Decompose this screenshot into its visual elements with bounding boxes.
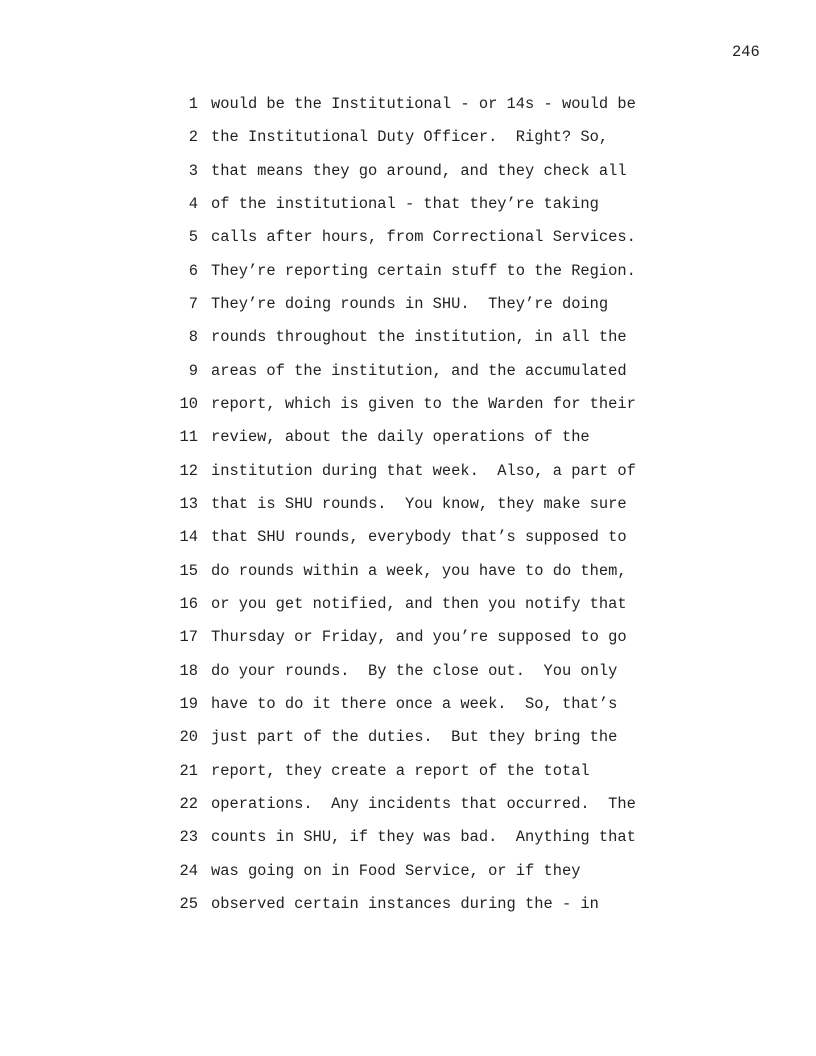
transcript-line [0, 827, 816, 860]
line-text: calls after hours, from Correctional Services. [211, 228, 636, 247]
transcript-line [0, 361, 816, 394]
line-number: 21 [179, 761, 198, 780]
transcript-line [0, 461, 816, 494]
line-text: would be the Institutional - or 14s - would be [211, 95, 636, 113]
transcript-line [0, 261, 816, 294]
line-number: 14 [179, 528, 198, 547]
transcript-line [0, 94, 816, 127]
page-number: 246 [732, 43, 760, 61]
transcript-line [0, 194, 816, 227]
line-text: report, they create a report of the total [211, 761, 590, 780]
line-text: do rounds within a week, you have to do them, [211, 561, 627, 580]
line-text: They’re doing rounds in SHU. They’re doing [211, 294, 609, 313]
line-number: 4 [188, 194, 198, 213]
line-number: 12 [179, 461, 198, 480]
line-text: have to do it there once a week. So, that’s [211, 694, 618, 713]
line-text: that SHU rounds, everybody that’s supposed to [211, 528, 627, 547]
line-text: was going on in Food Service, or if they [211, 861, 581, 880]
line-number: 7 [188, 294, 198, 313]
line-text: institution during that week. Also, a part of [211, 461, 636, 480]
line-number: 22 [179, 794, 198, 813]
transcript-line [0, 727, 816, 760]
line-number: 17 [179, 628, 198, 647]
line-text: rounds throughout the institution, in all the [211, 328, 627, 347]
line-number: 9 [188, 361, 198, 380]
line-text: or you get notified, and then you notify that [211, 594, 627, 613]
line-number: 3 [188, 161, 198, 180]
transcript-line [0, 627, 816, 660]
line-number: 18 [179, 661, 198, 680]
line-text: They’re reporting certain stuff to the Region. [211, 261, 636, 280]
transcript-line [0, 527, 816, 560]
transcript-line [0, 561, 816, 594]
line-number: 8 [188, 328, 198, 347]
transcript-line [0, 594, 816, 627]
transcript-line [0, 394, 816, 427]
transcript-line [0, 794, 816, 827]
transcript-line [0, 861, 816, 894]
line-text: report, which is given to the Warden for their [211, 394, 636, 413]
transcript-line [0, 161, 816, 194]
line-text: of the institutional - that they’re taking [211, 194, 599, 213]
transcript-line [0, 427, 816, 460]
line-text: Thursday or Friday, and you’re supposed to go [211, 628, 627, 647]
transcript-line [0, 294, 816, 327]
line-number: 16 [179, 594, 198, 613]
transcript-line [0, 494, 816, 527]
line-number: 20 [179, 728, 198, 747]
transcript-line [0, 227, 816, 260]
line-text: that is SHU rounds. You know, they make sure [211, 494, 627, 513]
line-text: observed certain instances during the - in [211, 894, 599, 913]
line-text: that means they go around, and they check all [211, 161, 627, 180]
transcript-line [0, 327, 816, 360]
line-text: operations. Any incidents that occurred. The [211, 794, 636, 813]
line-text: counts in SHU, if they was bad. Anything that [211, 828, 636, 847]
transcript-lines [0, 94, 816, 927]
line-number: 11 [179, 428, 198, 447]
line-number: 2 [188, 128, 198, 147]
line-number: 10 [179, 394, 198, 413]
line-number: 6 [188, 261, 198, 280]
line-text: areas of the institution, and the accumulated [211, 361, 627, 380]
line-number: 23 [179, 828, 198, 847]
line-number: 19 [179, 694, 198, 713]
transcript-line [0, 127, 816, 160]
line-text: review, about the daily operations of the [211, 428, 590, 447]
line-number: 15 [179, 561, 198, 580]
line-number: 5 [188, 228, 198, 247]
transcript-line [0, 894, 816, 927]
line-text: the Institutional Duty Officer. Right? So, [211, 128, 609, 147]
transcript-line [0, 694, 816, 727]
line-number: 24 [179, 861, 198, 880]
line-number: 25 [179, 894, 198, 913]
transcript-line [0, 761, 816, 794]
line-number: 13 [179, 494, 198, 513]
line-number: 1 [188, 95, 198, 113]
line-text: do your rounds. By the close out. You only [211, 661, 618, 680]
line-text: just part of the duties. But they bring the [211, 728, 618, 747]
transcript-line [0, 661, 816, 694]
